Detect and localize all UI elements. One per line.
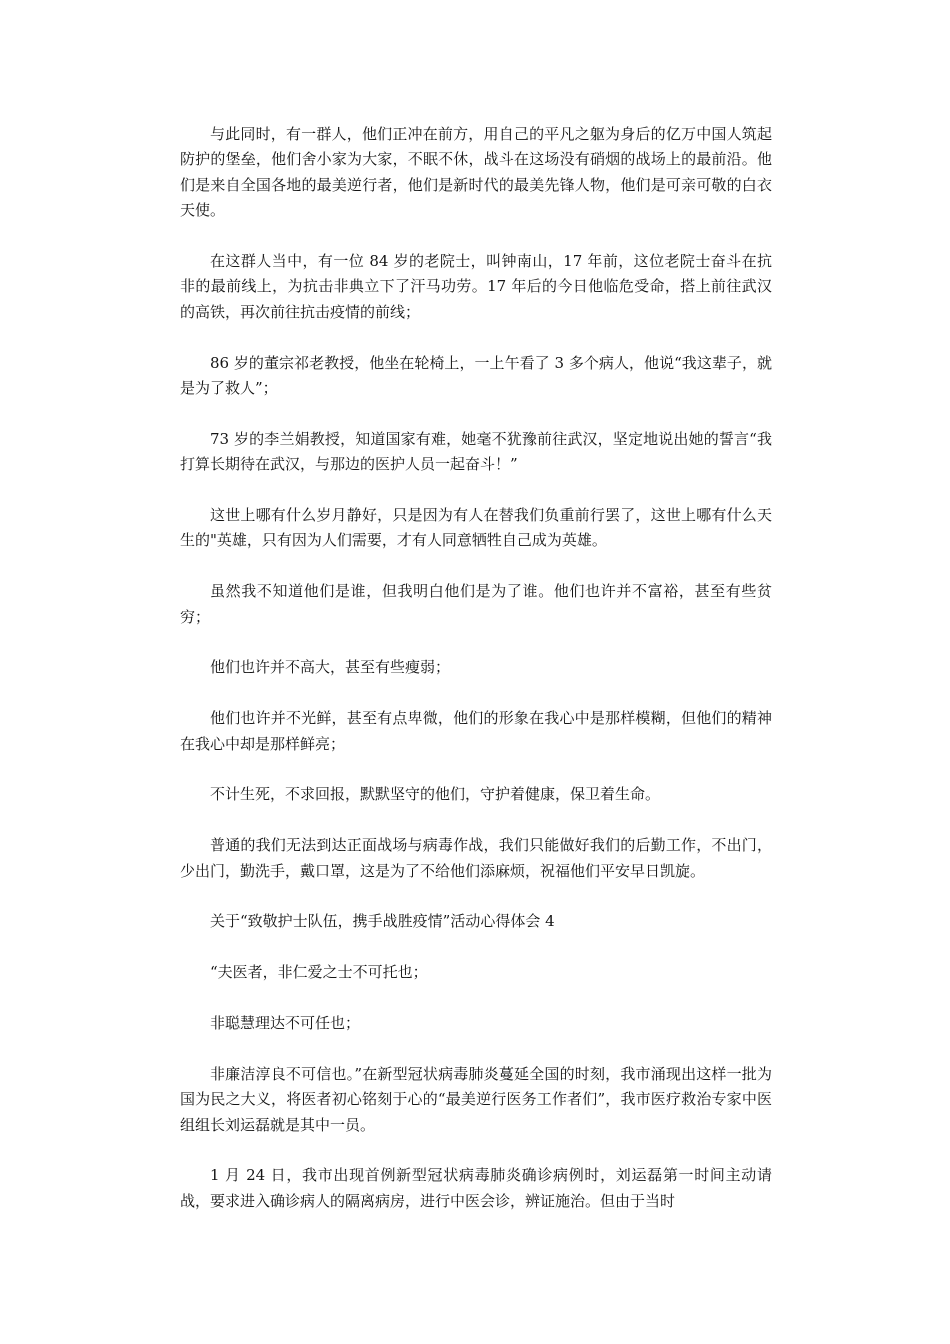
paragraph-3: 86 岁的董宗祁老教授，他坐在轮椅上，一上午看了 3 多个病人，他说“我这辈子，就是为了救人”； bbox=[180, 353, 772, 398]
section-heading: 关于“致敬护士队伍，携手战胜疫情”活动心得体会 4 bbox=[210, 912, 555, 931]
paragraph-2: 在这群人当中，有一位 84 岁的老院士，叫钟南山，17 年前，这位老院士奋斗在抗非的最前线上，为抗击非典立下了汗马功劳。17 年后的今日他临危受命，搭上前往武汉的高铁，再次前往抗击疫情的前线； bbox=[180, 252, 772, 321]
paragraph-8: 他们也许并不光鲜，甚至有点卑微，他们的形象在我心中是那样模糊，但他们的精神在我心中却是那样鲜亮； bbox=[180, 709, 772, 753]
paragraph-4: 73 岁的李兰娟教授，知道国家有难，她毫不犹豫前往武汉，坚定地说出她的誓言“我打算长期待在武汉，与那边的医护人员一起奋斗！” bbox=[180, 429, 772, 474]
paragraph-7: 他们也许并不高大，甚至有些瘦弱； bbox=[210, 658, 451, 677]
paragraph-6: 虽然我不知道他们是谁，但我明白他们是为了谁。他们也许并不富裕，甚至有些贫穷； bbox=[180, 582, 772, 626]
document-page bbox=[180, 122, 772, 1240]
paragraph-14: 非廉洁淳良不可信也。”在新型冠状病毒肺炎蔓延全国的时刻，我市涌现出这样一批为国为民之大义，将医者初心铭刻于心的“最美逆行医务工作者们”，我市医疗救治专家中医组组长刘运磊就是其中一员。 bbox=[180, 1064, 772, 1134]
paragraph-5: 这世上哪有什么岁月静好，只是因为有人在替我们负重前行罢了，这世上哪有什么天生的"英雄，只有因为人们需要，才有人同意牺牲自己成为英雄。 bbox=[180, 506, 772, 550]
paragraph-9: 不计生死，不求回报，默默坚守的他们，守护着健康，保卫着生命。 bbox=[210, 785, 661, 804]
paragraph-12: “夫医者，非仁爱之士不可托也； bbox=[210, 963, 428, 982]
paragraph-13: 非聪慧理达不可任也； bbox=[210, 1014, 361, 1033]
paragraph-15: 1 月 24 日，我市出现首例新型冠状病毒肺炎确诊病例时，刘运磊第一时间主动请战，要求进入确诊病人的隔离病房，进行中医会诊，辨证施治。但由于当时 bbox=[180, 1166, 772, 1210]
paragraph-1: 与此同时，有一群人，他们正冲在前方，用自己的平凡之躯为身后的亿万中国人筑起防护的堡垒，他们舍小家为大家，不眠不休，战斗在这场没有硝烟的战场上的最前沿。他们是来自全国各地的最美逆行者，他们是新时代的最美先锋人物，他们是可亲可敬的白衣天使。 bbox=[180, 125, 772, 220]
paragraph-10: 普通的我们无法到达正面战场与病毒作战，我们只能做好我们的后勤工作，不出门，少出门，勤洗手，戴口罩，这是为了不给他们添麻烦，祝福他们平安早日凯旋。 bbox=[180, 836, 772, 880]
